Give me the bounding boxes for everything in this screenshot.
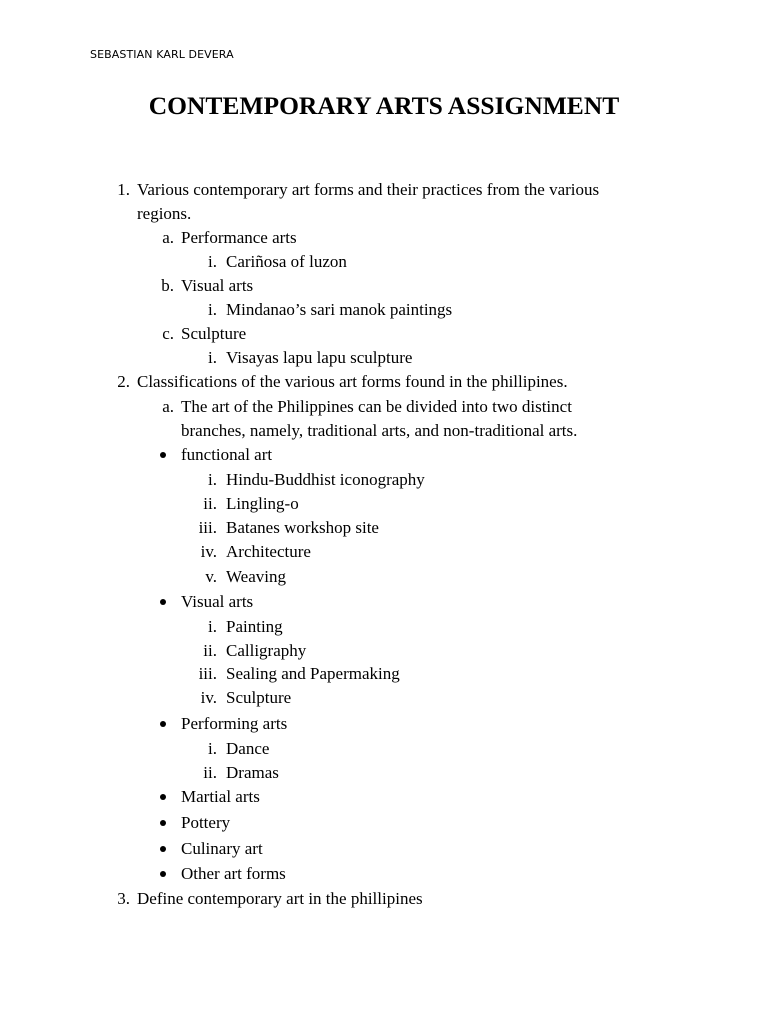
list-marker: a. — [162, 397, 174, 416]
list-item-text: Batanes workshop site — [226, 518, 379, 537]
list-item-text: Painting — [226, 617, 283, 636]
list-item-text: functional art — [181, 445, 273, 464]
list-marker: a. — [162, 228, 174, 247]
list-item-text: Performing arts — [181, 714, 288, 733]
list-marker: iv. — [200, 542, 217, 561]
bullet-icon — [160, 846, 166, 852]
list-item-text: Other art forms — [181, 864, 286, 883]
list-item-text: Culinary art — [181, 839, 263, 858]
bullet-icon — [160, 721, 166, 727]
list-item-text: Visayas lapu lapu sculpture — [226, 348, 413, 367]
list-item-text: Performance arts — [181, 228, 297, 247]
list-item-text: Hindu-Buddhist iconography — [226, 470, 425, 489]
list-marker: iii. — [198, 518, 217, 537]
list-marker: iii. — [198, 664, 217, 683]
list-marker: iv. — [200, 688, 217, 707]
list-item-text: The art of the Philippines can be divided into two distinct — [181, 397, 572, 416]
list-marker: i. — [208, 252, 217, 271]
list-marker: i. — [208, 617, 217, 636]
list-marker: v. — [205, 567, 217, 586]
list-item-text: Classifications of the various art forms found in the phillipines. — [137, 372, 568, 391]
list-item-text: Sealing and Papermaking — [226, 664, 400, 683]
bullet-icon — [160, 599, 166, 605]
list-item-text: branches, namely, traditional arts, and non-traditional arts. — [181, 421, 578, 440]
author-name: SEBASTIAN KARL DEVERA — [90, 48, 234, 61]
bullet-icon — [160, 794, 166, 800]
list-item-text: Visual arts — [181, 276, 254, 295]
list-item-text: Sculpture — [226, 688, 292, 707]
document-title: CONTEMPORARY ARTS ASSIGNMENT — [148, 91, 620, 120]
list-item-text: Dance — [226, 739, 270, 758]
list-marker: c. — [162, 324, 174, 343]
list-item-text: Lingling-o — [226, 494, 299, 513]
list-item-text: Weaving — [226, 567, 286, 586]
list-marker: 2. — [117, 372, 130, 391]
list-marker: i. — [208, 470, 217, 489]
list-marker: ii. — [203, 641, 217, 660]
list-marker: i. — [208, 300, 217, 319]
list-item-text: Architecture — [226, 542, 311, 561]
list-item-text: Cariñosa of luzon — [226, 252, 347, 271]
list-marker: i. — [208, 348, 217, 367]
list-item-text: Visual arts — [181, 592, 254, 611]
list-marker: ii. — [203, 763, 217, 782]
bullet-icon — [160, 871, 166, 877]
bullet-icon — [160, 452, 166, 458]
list-item-text: Calligraphy — [226, 641, 307, 660]
list-item-text: regions. — [137, 204, 192, 223]
list-item-text: Pottery — [181, 813, 231, 832]
list-marker: ii. — [203, 494, 217, 513]
list-marker: i. — [208, 739, 217, 758]
list-item-text: Various contemporary art forms and their practices from the various — [137, 180, 600, 199]
list-marker: b. — [161, 276, 174, 295]
list-item-text: Dramas — [226, 763, 279, 782]
list-item-text: Define contemporary art in the phillipines — [137, 889, 423, 908]
list-marker: 3. — [117, 889, 130, 908]
list-item-text: Martial arts — [181, 787, 260, 806]
list-item-text: Sculpture — [181, 324, 247, 343]
list-item-text: Mindanao’s sari manok paintings — [226, 300, 453, 319]
list-marker: 1. — [117, 180, 130, 199]
bullet-icon — [160, 820, 166, 826]
